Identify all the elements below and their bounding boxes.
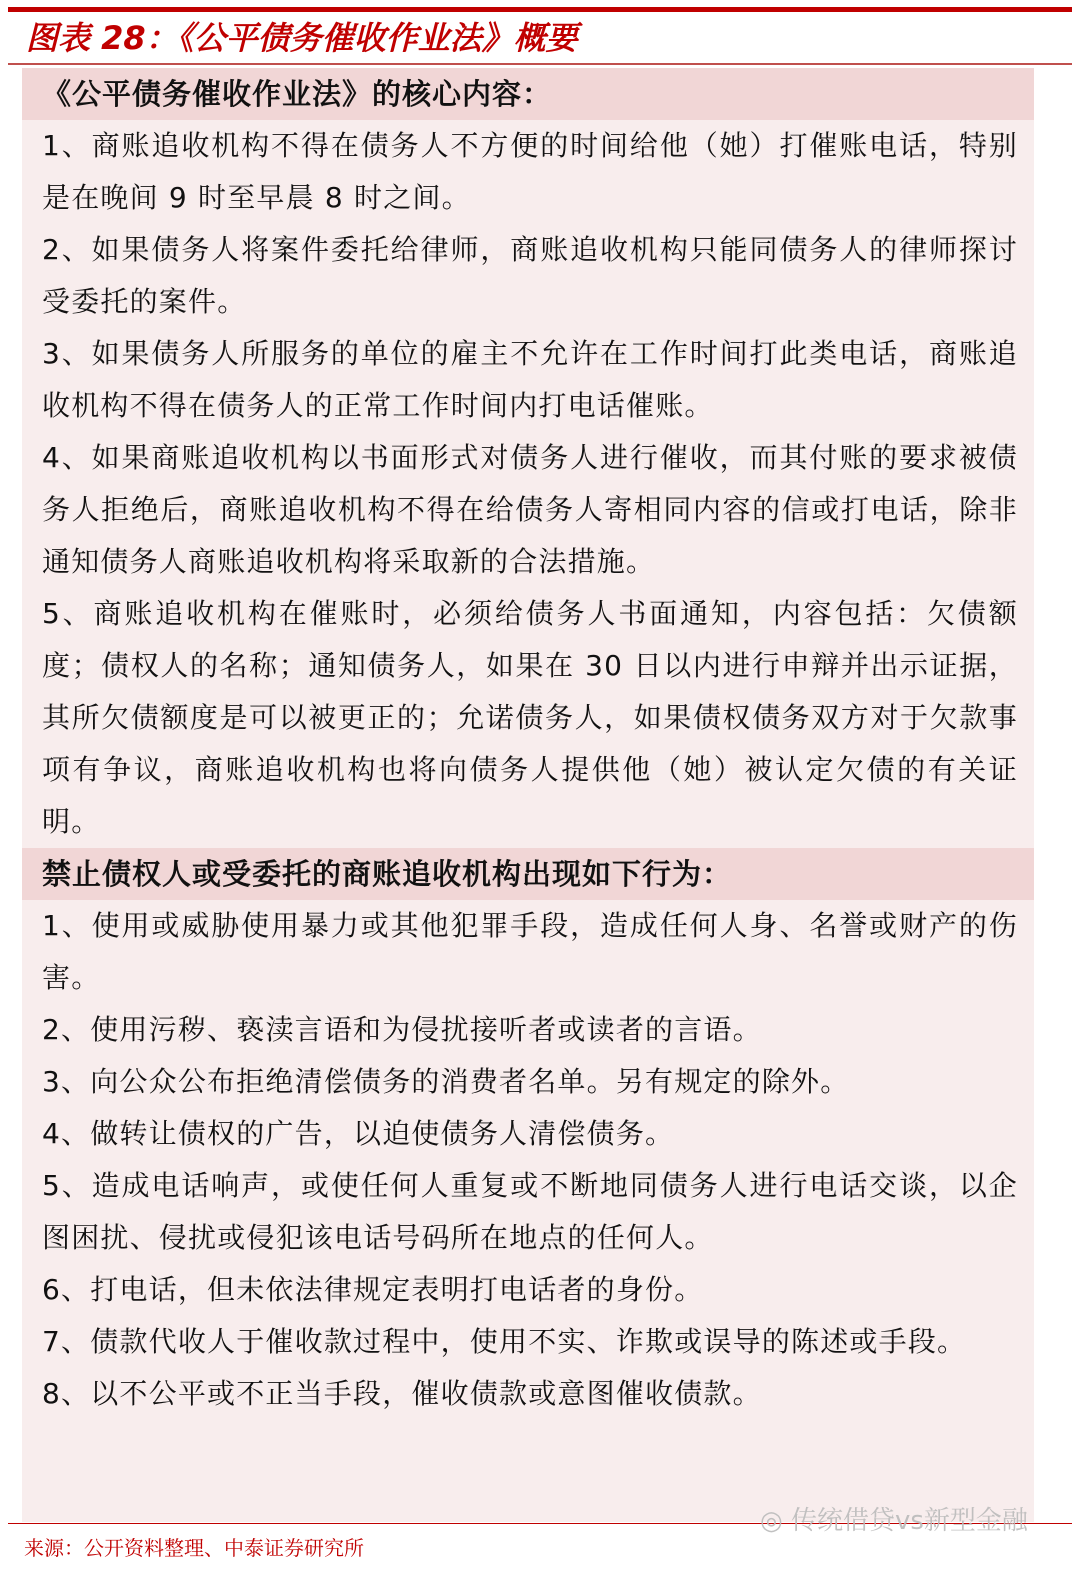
list-item: 2、如果债务人将案件委托给律师，商账追收机构只能同债务人的律师探讨受委托的案件。 (42, 233, 1018, 318)
list-item: 7、债款代收人于催收款过程中，使用不实、诈欺或误导的陈述或手段。 (42, 1325, 967, 1358)
section-heading-core: 《公平债务催收作业法》的核心内容： (22, 68, 1034, 120)
content-box (22, 68, 1034, 1522)
title-divider (8, 63, 1072, 65)
list-item: 4、做转让债权的广告，以迫使债务人清偿债务。 (42, 1117, 675, 1150)
top-bar (8, 7, 1072, 12)
wechat-icon: ◎ (760, 1506, 791, 1536)
watermark-text: 传统借贷vs新型金融 (790, 1506, 1028, 1536)
list-item: 8、以不公平或不正当手段，催收债款或意图催收债款。 (42, 1377, 762, 1410)
list-item: 5、商账追收机构在催账时，必须给债务人书面通知，内容包括：欠债额度；债权人的名称；通知债务人，如果在 30 日以内进行申辩并出示证据，其所欠债额度是可以被更正的；允诺债务人，如果债权债务双方对于欠款事项有争议，商账追收机构也将向债务人提供他（她）被认定欠债的有关证明。 (42, 597, 1018, 838)
figure-title: 图表 28：《公平债务催收作业法》概要 (26, 19, 578, 57)
section-heading-prohibited: 禁止债权人或受委托的商账追收机构出现如下行为： (22, 848, 1034, 900)
list-item: 3、如果债务人所服务的单位的雇主不允许在工作时间打此类电话，商账追收机构不得在债务人的正常工作时间内打电话催账。 (42, 337, 1018, 422)
list-item: 1、使用或威胁使用暴力或其他犯罪手段，造成任何人身、名誉或财产的伤害。 (42, 909, 1018, 994)
list-item: 1、商账追收机构不得在债务人不方便的时间给他（她）打催账电话，特别是在晚间 9 时至早晨 8 时之间。 (42, 129, 1018, 214)
list-item: 6、打电话，但未依法律规定表明打电话者的身份。 (42, 1273, 704, 1306)
list-item: 3、向公众公布拒绝清偿债务的消费者名单。另有规定的除外。 (42, 1065, 850, 1098)
list-item: 2、使用污秽、亵渎言语和为侵扰接听者或读者的言语。 (42, 1013, 762, 1046)
source-note: 来源：公开资料整理、中泰证券研究所 (24, 1536, 364, 1560)
watermark (760, 1500, 1028, 1537)
list-item: 4、如果商账追收机构以书面形式对债务人进行催收，而其付账的要求被债务人拒绝后，商账追收机构不得在给债务人寄相同内容的信或打电话，除非通知债务人商账追收机构将采取新的合法措施。 (42, 441, 1018, 578)
list-item: 5、造成电话响声，或使任何人重复或不断地同债务人进行电话交谈，以企图困扰、侵扰或侵犯该电话号码所在地点的任何人。 (42, 1169, 1018, 1254)
